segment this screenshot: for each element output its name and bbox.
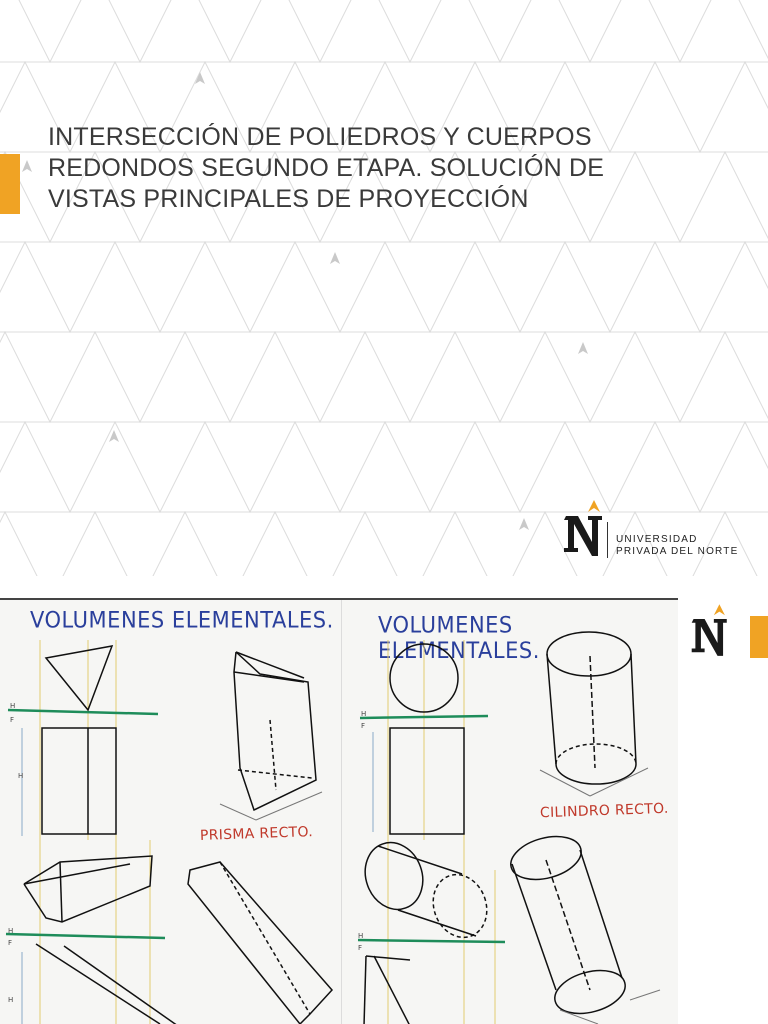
svg-text:H: H: [361, 710, 367, 718]
ground-line-bottom-right: [358, 940, 505, 942]
prism-front-view: [42, 728, 116, 834]
drawing-slide: [0, 598, 768, 1024]
label-prisma-recto: PRISMA RECTO.: [199, 824, 314, 844]
logo-wordmark: [616, 534, 738, 558]
svg-text:H: H: [10, 702, 16, 710]
accent-bar-small: [750, 616, 768, 658]
triangle-top-view: [46, 646, 112, 710]
right-heading: VOLUMENES ELEMENTALES.: [378, 612, 540, 664]
technical-drawing-image: [0, 598, 678, 1024]
logo-line-1: UNIVERSIDAD: [616, 534, 698, 545]
logo-divider: [607, 522, 608, 558]
ground-line-bottom-left: [6, 934, 165, 938]
upn-n-logo-icon: [560, 498, 612, 560]
ground-line-top-left: [8, 710, 158, 714]
svg-text:F: F: [361, 722, 366, 730]
svg-text:H: H: [8, 996, 14, 1004]
slide-gap: [0, 576, 768, 598]
svg-text:F: F: [10, 716, 15, 724]
svg-text:H: H: [358, 932, 364, 940]
svg-text:H: H: [8, 927, 14, 935]
svg-text:F: F: [358, 944, 363, 952]
university-logo: [560, 498, 760, 562]
left-heading: VOLUMENES ELEMENTALES.: [30, 607, 334, 633]
upn-n-logo-small-icon: [688, 600, 736, 662]
svg-text:F: F: [8, 939, 13, 947]
ground-line-top-right: [360, 716, 488, 718]
cylinder-front-view: [390, 728, 464, 834]
label-cilindro-recto: CILINDRO RECTO.: [539, 800, 669, 822]
svg-text:H: H: [18, 772, 24, 780]
slide-title: INTERSECCIÓN DE POLIEDROS Y CUERPOS REDONDOS SEGUNDO ETAPA. SOLUCIÓN DE VISTAS PRINCIPALES DE PROYECCIÓN: [48, 123, 605, 213]
accent-bar: [0, 154, 20, 214]
logo-line-2: PRIVADA DEL NORTE: [616, 546, 739, 557]
